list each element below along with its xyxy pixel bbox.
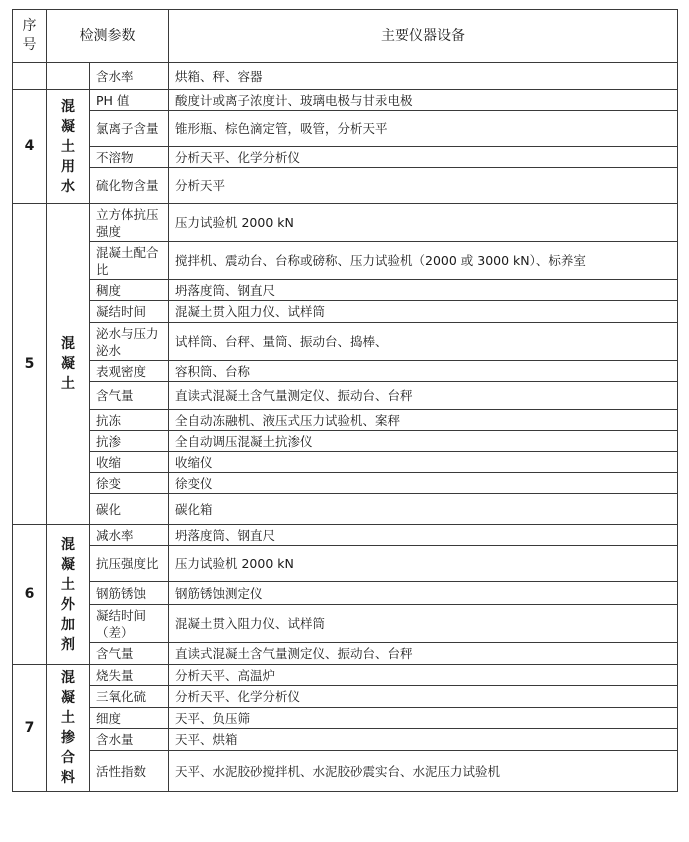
table-row	[13, 643, 678, 665]
param-cell: 收缩	[90, 452, 169, 473]
param-cell: 抗压强度比	[90, 546, 169, 582]
category-char: 土	[61, 376, 75, 392]
group-category	[47, 665, 90, 792]
table-row	[13, 63, 678, 90]
param-cell: 泌水与压力泌水	[90, 323, 169, 361]
category-char: 混	[61, 536, 75, 553]
table-row	[13, 473, 678, 494]
equipment-cell: 分析天平、高温炉	[169, 665, 678, 686]
header-seq-char-1: 序	[22, 18, 37, 34]
table-row	[13, 729, 678, 751]
param-cell: 徐变	[90, 473, 169, 494]
category-char: 合	[61, 750, 75, 766]
table-row	[13, 605, 678, 643]
category-char: 料	[61, 770, 75, 786]
equipment-cell: 分析天平、化学分析仪	[169, 686, 678, 708]
equipment-cell: 全自动冻融机、液压式压力试验机、案秤	[169, 410, 678, 431]
category-char: 土	[61, 576, 75, 593]
equipment-cell: 烘箱、秤、容器	[169, 63, 678, 90]
group-number: 6	[13, 525, 47, 665]
category-char: 土	[61, 710, 75, 726]
category-char: 凝	[61, 356, 75, 372]
param-cell: 减水率	[90, 525, 169, 546]
equipment-cell: 天平、烘箱	[169, 729, 678, 751]
category-char: 混	[61, 98, 75, 115]
equipment-cell: 收缩仪	[169, 452, 678, 473]
equipment-cell: 搅拌机、震动台、台称或磅称、压力试验机（2000 或 3000 kN）、标养室	[169, 242, 678, 280]
param-cell: 烧失量	[90, 665, 169, 686]
table-row	[13, 525, 678, 546]
param-cell: 立方体抗压强度	[90, 204, 169, 242]
param-cell: 氯离子含量	[90, 111, 169, 147]
equipment-cell: 混凝土贯入阻力仪、试样筒	[169, 301, 678, 323]
table-row	[13, 204, 678, 242]
equipment-cell: 坍落度筒、钢直尺	[169, 280, 678, 301]
group-category	[47, 525, 90, 665]
table-row	[13, 452, 678, 473]
table-row	[13, 665, 678, 686]
category-char: 用	[61, 158, 75, 175]
group-number: 7	[13, 665, 47, 792]
equipment-cell: 徐变仪	[169, 473, 678, 494]
table-row	[13, 751, 678, 792]
table-row	[13, 280, 678, 301]
equipment-cell: 分析天平	[169, 168, 678, 204]
table-row	[13, 111, 678, 147]
group-category	[47, 90, 90, 204]
equipment-cell: 直读式混凝土含气量测定仪、振动台、台秤	[169, 382, 678, 410]
category-char: 外	[61, 596, 75, 613]
header-param: 检测参数	[47, 10, 169, 63]
category-char: 凝	[61, 556, 75, 573]
table-row	[13, 582, 678, 605]
equipment-cell: 天平、负压筛	[169, 708, 678, 729]
param-cell: 细度	[90, 708, 169, 729]
instrument-table	[12, 9, 678, 792]
table-row	[13, 382, 678, 410]
table-body	[13, 63, 678, 792]
equipment-cell: 坍落度筒、钢直尺	[169, 525, 678, 546]
category-char: 土	[61, 138, 75, 155]
param-cell: 含水量	[90, 729, 169, 751]
category-char: 掺	[61, 730, 75, 746]
header-equip: 主要仪器设备	[169, 10, 678, 63]
table-row	[13, 708, 678, 729]
param-cell: 抗渗	[90, 431, 169, 452]
category-char: 加	[61, 616, 75, 633]
category-char: 水	[61, 178, 75, 195]
category-char: 凝	[61, 690, 75, 706]
table-header-row	[13, 10, 678, 63]
param-cell: 钢筋锈蚀	[90, 582, 169, 605]
table-row	[13, 301, 678, 323]
header-seq	[13, 10, 47, 63]
param-cell: 抗冻	[90, 410, 169, 431]
param-cell: 凝结时间	[90, 301, 169, 323]
param-cell: 凝结时间（差）	[90, 605, 169, 643]
group-number: 5	[13, 204, 47, 525]
equipment-cell: 试样筒、台秤、量筒、振动台、捣棒、	[169, 323, 678, 361]
param-cell: 含气量	[90, 643, 169, 665]
table-row	[13, 361, 678, 382]
equipment-cell: 锥形瓶、棕色滴定管，吸管，分析天平	[169, 111, 678, 147]
param-cell: 稠度	[90, 280, 169, 301]
param-cell: 混凝土配合比	[90, 242, 169, 280]
table-row	[13, 168, 678, 204]
table-row	[13, 410, 678, 431]
param-cell: PH 值	[90, 90, 169, 111]
equipment-cell: 压力试验机 2000 kN	[169, 546, 678, 582]
table-row	[13, 546, 678, 582]
table-row	[13, 323, 678, 361]
category-char: 剂	[61, 636, 75, 653]
group-number	[13, 63, 47, 90]
group-category	[47, 204, 90, 525]
table-row	[13, 494, 678, 525]
param-cell: 活性指数	[90, 751, 169, 792]
param-cell: 含水率	[90, 63, 169, 90]
table-row	[13, 90, 678, 111]
equipment-cell: 钢筋锈蚀测定仪	[169, 582, 678, 605]
header-seq-char-2: 号	[22, 37, 37, 53]
table-row	[13, 147, 678, 168]
group-category	[47, 63, 90, 90]
param-cell: 不溶物	[90, 147, 169, 168]
equipment-cell: 容积筒、台称	[169, 361, 678, 382]
category-char: 凝	[61, 118, 75, 135]
equipment-cell: 碳化箱	[169, 494, 678, 525]
equipment-cell: 全自动调压混凝土抗渗仪	[169, 431, 678, 452]
category-char: 混	[61, 670, 75, 686]
param-cell: 三氧化硫	[90, 686, 169, 708]
param-cell: 硫化物含量	[90, 168, 169, 204]
instrument-table-sheet	[12, 9, 677, 792]
table-row	[13, 242, 678, 280]
category-char: 混	[61, 336, 75, 352]
group-number: 4	[13, 90, 47, 204]
param-cell: 含气量	[90, 382, 169, 410]
table-row	[13, 431, 678, 452]
equipment-cell: 酸度计或离子浓度计、玻璃电极与甘汞电极	[169, 90, 678, 111]
table-row	[13, 686, 678, 708]
equipment-cell: 直读式混凝土含气量测定仪、振动台、台秤	[169, 643, 678, 665]
param-cell: 表观密度	[90, 361, 169, 382]
param-cell: 碳化	[90, 494, 169, 525]
equipment-cell: 混凝土贯入阻力仪、试样筒	[169, 605, 678, 643]
equipment-cell: 分析天平、化学分析仪	[169, 147, 678, 168]
equipment-cell: 天平、水泥胶砂搅拌机、水泥胶砂震实台、水泥压力试验机	[169, 751, 678, 792]
equipment-cell: 压力试验机 2000 kN	[169, 204, 678, 242]
